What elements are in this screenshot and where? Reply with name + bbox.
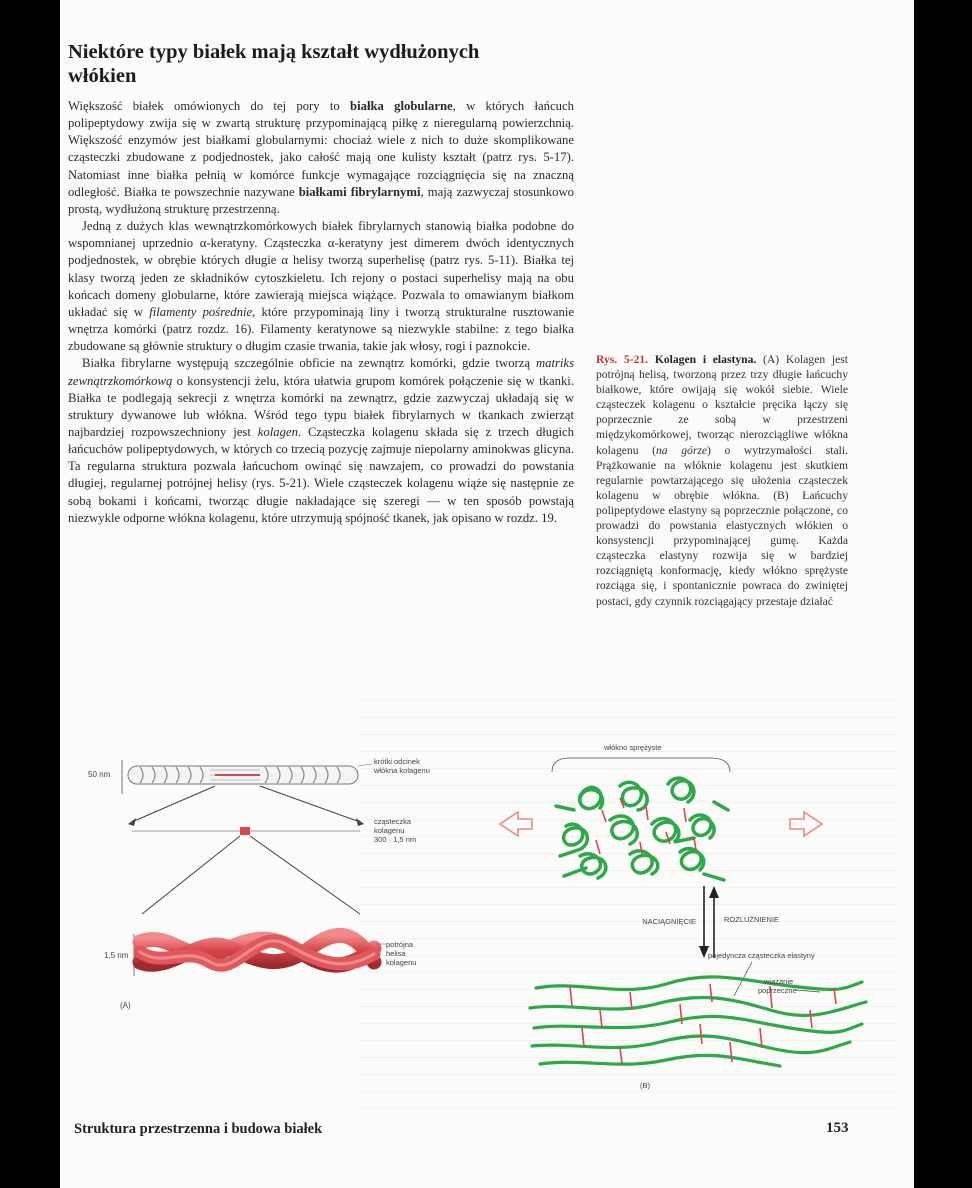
caption-italic: na górze — [656, 443, 707, 457]
expand-line-left — [132, 786, 215, 822]
collagen-fiber — [128, 766, 358, 784]
term-collagen: kolagen — [257, 424, 298, 439]
panel-label-a: (A) — [120, 1001, 131, 1010]
text-run: , w których łańcuch polipeptydowy zwija się w zwartą strukturę przypominającą piłkę z nieregularną powierzchnią. Większość enzymów jest białkami globularnymi: chociaż wiele z nich to duże skomplikowane cząsteczki zbudowane z podjednostek, jako całość mają one kulisty kształt (patrz rys. 5-17). Natomiast inne białka pełnią w komórce funkcje wymagające rozciągnięcia się na znaczną odległość. Białka te powszechnie nazywane — [68, 99, 574, 199]
text-run: , które przypominają liny i tworzą strukturalne rusztowanie wnętrza komórki (patrz rozdz. 16). Filamenty keratynowe są niezwykle stabilne: z tego białka zbudowane są głównie struktury o długim czasie trwania, takie jak włosy, rogi i paznokcie. — [68, 304, 574, 354]
label-fiber-line2: włókna kolagenu — [374, 766, 430, 775]
zoom-line-right — [250, 836, 360, 914]
text-run: . Cząsteczka kolagenu składa się z trzech długich łańcuchów polipeptydowych, w których co trzecią pozycję zajmuje niepolarny aminokwas glicyna. Ta regularna struktura pozwala łańcuchom owinąć się nawzajem, co prowadzi do powstania długiej, regularnej potrójnej helisy (rys. 5-21). Wiele cząsteczek kolagenu wiąże się następnie ze sobą bokami i końcami, tworząc długie nakładające się szeregi — w ten sposób powstają niezwykle odporne włókna kolagenu, które utrzymują spójność tkanek, jak opisano w rozdz. 19. — [68, 424, 574, 525]
stretched-elastin — [530, 977, 866, 1066]
term-intermediate-filaments: filamenty pośrednie — [149, 304, 253, 319]
relaxed-elastin — [556, 778, 728, 880]
caption-text: (A) Kolagen jest potrójną helisą, tworzoną przez trzy długie łańcuchy białkowe, które owijają się wokół siebie. Wiele cząsteczek kolagenu o kształcie pręcika łączy się poprzecznie ze sobą w przestrzeni międzykomórkowej, tworząc nierozciągliwe włókna kolagenu ( — [596, 353, 849, 457]
arrow-right-icon — [790, 812, 822, 836]
paragraph-1 — [68, 98, 574, 218]
label-fiber-line1: krótki odcinek — [374, 757, 420, 766]
scale-label-50nm: 50 nm — [88, 770, 111, 779]
figure-b-elastin — [470, 736, 900, 1096]
caption-text: ) o wytrzymałości stali. Prążkowanie na włóknie kolagenu jest skutkiem regularnie powtarzającego się ułożenia cząsteczek kolagenu w obrębie włókna. (B) Łańcuchy polipeptydowe elastyny są poprzecznie połączone, co prowadzi do powstania elastycznych włókien o konsystencji przypominającej gumę. Każda cząsteczka elastyny rozwija się w bardziej rozciągniętą konformację, kiedy włókno sprężyste rozciąga się, i spontanicznie powraca do zwiniętej postaci, gdy czynnik rozciągający przestaje działać — [596, 443, 848, 608]
caption-number: Rys. 5-21. — [596, 353, 649, 366]
text-run: Większość białek omówionych do tej pory to — [68, 99, 351, 113]
label-elastic-fiber: włókno sprężyste — [604, 743, 662, 752]
label-molecule-line2: kolagenu — [374, 826, 405, 835]
figure-a-collagen — [60, 748, 450, 1028]
panel-label-b: (B) — [640, 1081, 650, 1090]
section-heading: Niektóre typy białek mają kształt wydłużonych włókien — [68, 41, 480, 87]
label-molecule-line3: 300 · 1,5 nm — [374, 835, 417, 844]
page-number: 153 — [826, 1120, 849, 1136]
paragraph-2 — [68, 218, 574, 355]
text-run: , mają zazwyczaj stosunkowo prostą, wydłużoną strukturę przestrzenną. — [68, 184, 574, 216]
label-crosslink-line2: poprzeczne — [758, 986, 797, 995]
paragraph-3 — [68, 355, 574, 527]
label-stretch: NACIĄGNIĘCIE — [642, 917, 696, 926]
zoom-line-left — [142, 836, 240, 914]
text-run: Białka fibrylarne występują szczególnie obficie na zewnątrz komórki, gdzie tworzą — [82, 356, 536, 371]
triple-helix — [140, 935, 374, 965]
term-globular: białka globularne — [350, 99, 453, 113]
running-footer-title: Struktura przestrzenna i budowa białek — [74, 1121, 323, 1137]
relaxed-crosslinks — [596, 798, 696, 854]
arrow-left-icon — [500, 812, 532, 836]
body-text — [68, 98, 574, 527]
label-relax: ROZLUŹNIENIE — [724, 915, 780, 924]
label-crosslink-line1: wiązanie — [764, 977, 794, 986]
label-molecule-line1: cząsteczka — [374, 817, 412, 826]
term-fibrous: białkami fibrylarnymi — [298, 184, 421, 199]
expand-line-right — [260, 786, 360, 822]
label-helix-line1: potrójna — [386, 940, 414, 949]
term-matrix: matriks zewnątrzkomórkową — [68, 356, 574, 388]
figure-caption — [596, 352, 848, 609]
label-helix-line3: kolagenu — [386, 958, 417, 967]
book-page — [60, 0, 914, 1188]
text-run: Jedną z dużych klas wewnątrzkomórkowych białek fibrylarnych stanowią białka podobne do wspomnianej uprzednio α-keratyny. Cząsteczka α-keratyny jest dimerem dwóch identycznych podjednostek, w obrębie których długie α helisy tworzą superhelisę (patrz rys. 5-11). Białka tej klasy tworzą jeden ze składników cytoszkieletu. Ich rejony o postaci superhelisy mają na obu końcach domeny globularne, które zawierają miejsca wiążące. Pozwala to omawianym białkom układać się w — [68, 219, 574, 319]
fiber-bracket — [552, 758, 730, 772]
label-single-molecule: pojedyncza cząsteczka elastyny — [708, 951, 815, 960]
text-run: o konsystencji żelu, która ułatwia grupom komórek połączenie się w tkanki. Białka te podlegają sekrecji z wnętrza komórki na zewnątrz, gdzie zazwyczaj układają się w struktury dywanowe lub włókna. Wśród tego typu białek fibrylarnych w tkankach zwierząt najbardziej rozpowszechniony jest — [68, 373, 574, 439]
caption-title: Kolagen i elastyna. — [654, 353, 757, 366]
label-helix-line2: helisa — [386, 949, 406, 958]
scale-label-1-5nm: 1,5 nm — [104, 951, 129, 960]
